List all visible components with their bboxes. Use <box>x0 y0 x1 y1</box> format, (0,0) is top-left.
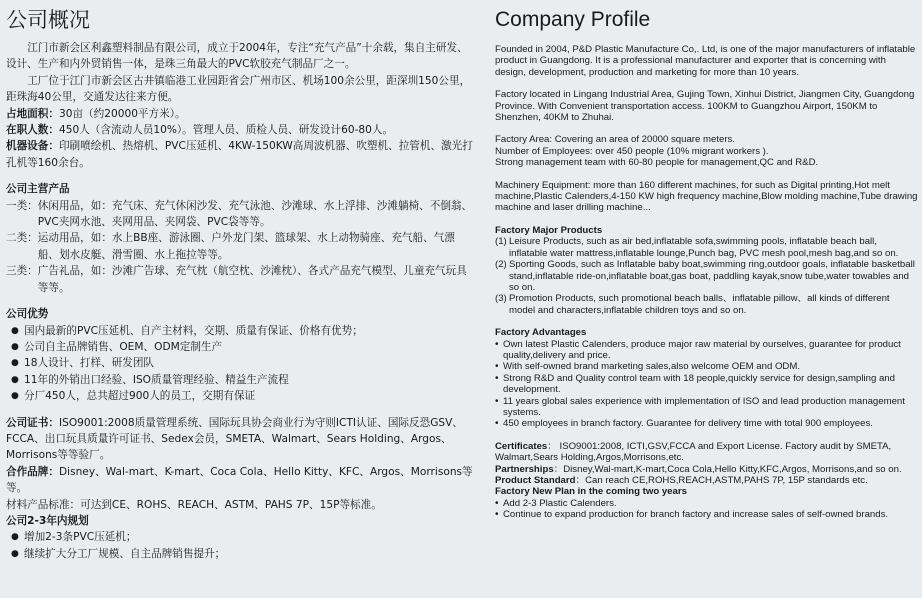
zh-staff-value: 450人（含流动人员10%）。管理人员、质检人员、研发设计60-80人。 <box>58 124 394 137</box>
list-item: ● 分厂450人，总共超过900人的员工，交期有保证 <box>6 388 476 404</box>
list-item: • With self-owned brand marketing sales,also welcome OEM and ODM. <box>495 361 918 372</box>
zh-intro-paragraph-1: 江门市新会区利鑫塑料制品有限公司，成立于2004年，专注“充气产品”十余载，集自主研发、设计、生产和内外贸销售一体，是珠三角最大的PVC软胶充气制品厂之一。 <box>6 42 468 71</box>
zh-certificates-value: ISO9001:2008质量管理系统、国际玩具协会商业行为守则ICTI认证、国际反恐GSV、FCCA、出口玩具质量许可证书、Sedex会员，SMETA、Walmart、Sears Holding、Argos、Morrisons等等验厂。 <box>6 416 463 462</box>
list-item: • Strong R&D and Quality control team with 18 people,quickly service for design,sampling and development. <box>495 373 918 396</box>
en-certificates-line <box>495 441 918 464</box>
zh-staff-label: 在职人数： <box>6 124 59 137</box>
en-area-line: Factory Area: Covering an area of 20000 square meters. <box>495 134 735 146</box>
en-partners-value: ：Disney,Wal-mart,K-mart,Coca Cola,Hello Kitty,KFC,Argos, Morrisons,and so on. <box>553 463 902 475</box>
en-product-number: (2) <box>495 259 507 271</box>
zh-category-label: 三类： <box>6 265 38 278</box>
en-employees-line: Number of Employees: over 450 people (10% migrant workers ). <box>495 145 769 157</box>
list-item: • Continue to expand production for branch factory and increase sales of self-owned brands. <box>495 509 918 520</box>
list-item: ● 继续扩大分工厂规模、自主品牌销售提升； <box>6 546 476 562</box>
en-advantages-list <box>495 339 918 430</box>
zh-product-category <box>6 230 476 263</box>
en-certificates-value: ： ISO9001:2008, ICTI,GSV,FCCA and Export License. Factory audit by SMETA, Walmart,Sears Holding,Argos,Morrisons,etc. <box>495 440 892 464</box>
list-item: ● 公司自主品牌销售、OEM、ODM定制生产 <box>6 339 476 355</box>
en-management-line: Strong management team with 60-80 people for management,QC and R&D. <box>495 157 819 169</box>
zh-product-category <box>6 198 476 231</box>
zh-products-heading: 公司主营产品 <box>6 183 70 196</box>
zh-category-text: 广告礼品，如：沙滩广告球、充气枕（航空枕、沙滩枕）、各式产品充气模型、儿童充气玩具等等。 <box>37 265 467 294</box>
list-item: • 450 employees in branch factory. Guarantee for delivery time with total 900 employees. <box>495 418 918 429</box>
zh-partners-line <box>6 464 476 497</box>
zh-intro-paragraph-2: 工厂位于江门市新会区古井镇临港工业园距省会广州市区、机场100余公里，距深圳150公里，距珠海40公里，交通发达往来方便。 <box>6 74 471 104</box>
zh-staff-line <box>6 122 476 138</box>
chinese-column <box>6 0 476 562</box>
en-standard-value: ：Can reach CE,ROHS,REACH,ASTM,PAHS 7P, 15P standards etc. <box>575 475 868 486</box>
list-item: ● 11年的外销出口经验、ISO质量管理经验、精益生产流程 <box>6 372 476 388</box>
zh-certificates-line <box>6 415 476 464</box>
zh-category-label: 一类： <box>6 199 38 212</box>
en-product-item <box>495 259 918 293</box>
zh-area-value: 30亩（约20000平方米）。 <box>58 107 186 120</box>
en-standard-label: Product Standard <box>495 475 576 486</box>
zh-equipment-line <box>6 138 476 171</box>
en-partners-label: Partnerships <box>495 463 554 475</box>
zh-partners-value: Disney、Wal-mart、K-mart、Coca Cola、Hello Kitty、KFC、Argos、Morrisons等等。 <box>6 465 473 495</box>
en-machinery-paragraph: Machinery Equipment: more than 160 different machines, for such as Digital printing,Hot melt machine,Plastic Calenders,4-150 KW high frequency machine,Blow molding machine,Tube drawing machine and laser drilling machine... <box>495 179 918 214</box>
list-item: ● 国内最新的PVC压延机、自产主材料，交期、质量有保证、价格有优势； <box>6 323 476 339</box>
list-item: • 11 years global sales experience with implementation of ISO and lead production management systems. <box>495 396 918 419</box>
en-product-number: (3) <box>495 293 507 305</box>
zh-area-label: 占地面积： <box>6 107 59 120</box>
zh-certificates-label: 公司证书： <box>6 416 59 429</box>
zh-category-text: 运动用品，如：水上BB座、游泳圈、户外龙门架、篮球架、水上动物骑座、充气船、气漂船、划水皮艇、滑雪圈、水上拖拉等等。 <box>37 232 455 261</box>
zh-page-title: 公司概况 <box>6 8 90 32</box>
en-page-title: Company Profile <box>495 8 651 31</box>
en-intro-paragraph-1: Founded in 2004, P&D Plastic Manufacture Co,. Ltd, is one of the major manufacturers of inflatable product in Guangdong. It is a professional manufacturer and exporter that is concerning with design, development, production and marketing for more than 10 years. <box>495 44 916 78</box>
en-plan-list <box>495 498 918 521</box>
en-product-text: Leisure Products, such as air bed,inflatable sofa,swimming pools, inflatable beach ball, inflatable water mattress,inflatable lounge,Punch bag, PVC mesh pool,mesh bag,and so on. <box>509 236 899 259</box>
zh-equipment-value: 印刷喷绘机、热熔机、PVC压延机、4KW-150KW高周波机器、吹塑机、拉管机、激光打孔机等160余台。 <box>6 140 473 169</box>
en-product-text: Sporting Goods, such as Inflatable baby boat,swimming ring,outdoor goals, inflatable basketball stand,inflatable ride-on,inflatable boat,gas boat, paddling kayak,snow tube,water towables and so on. <box>509 259 915 293</box>
zh-plan-heading: 公司2-3年内规划 <box>6 514 89 527</box>
zh-advantages-heading: 公司优势 <box>6 308 49 321</box>
en-products-heading: Factory Major Products <box>495 224 603 236</box>
zh-equipment-label: 机器设备： <box>6 140 59 153</box>
english-column <box>495 0 918 521</box>
zh-standards-line: 材料产品标准：可达到CE、ROHS、REACH、ASTM、PAHS 7P、15P等标准。 <box>6 498 382 511</box>
zh-category-label: 二类： <box>6 232 38 245</box>
list-item: ● 增加2-3条PVC压延机； <box>6 529 476 545</box>
zh-category-text: 休闲用品，如：充气床、充气休闲沙发、充气泳池、沙滩球、水上浮排、沙滩躺椅、不倒翁、PVC夹网水池、夹网用品、夹网袋、PVC袋等等。 <box>37 199 473 229</box>
en-product-number: (1) <box>495 236 507 248</box>
en-advantages-heading: Factory Advantages <box>495 327 587 339</box>
zh-area-line <box>6 106 476 122</box>
list-item: ● 18人设计、打样、研发团队 <box>6 355 476 371</box>
en-product-item <box>495 236 918 259</box>
zh-product-category <box>6 263 476 296</box>
zh-plan-list <box>6 529 476 562</box>
en-product-item <box>495 293 918 316</box>
list-item: • Own latest Plastic Calenders, produce major raw material by ourselves, guarantee for product quality,delivery and price. <box>495 339 918 362</box>
en-plan-heading: Factory New Plan in the coming two years <box>495 486 687 498</box>
en-standard-line <box>495 475 918 486</box>
zh-partners-label: 合作品牌： <box>6 465 59 478</box>
en-intro-paragraph-2: Factory located in Lingang Industrial Area, Gujing Town, Xinhui District, Jiangmen City, Guangdong Province. With Convenient transportation access. 100KM to Guangzhou Airport, 150KM to Shenzhen, 40KM to Zhuhai. <box>495 89 915 124</box>
list-item: • Add 2-3 Plastic Calenders. <box>495 498 918 509</box>
zh-advantages-list <box>6 323 476 405</box>
en-certificates-label: Certificates <box>495 440 548 452</box>
en-partners-line <box>495 464 918 475</box>
en-product-text: Promotion Products, such promotional beach balls、inflatable pillow、all kinds of different model and characters,inflatable children toys and so on. <box>509 293 890 316</box>
